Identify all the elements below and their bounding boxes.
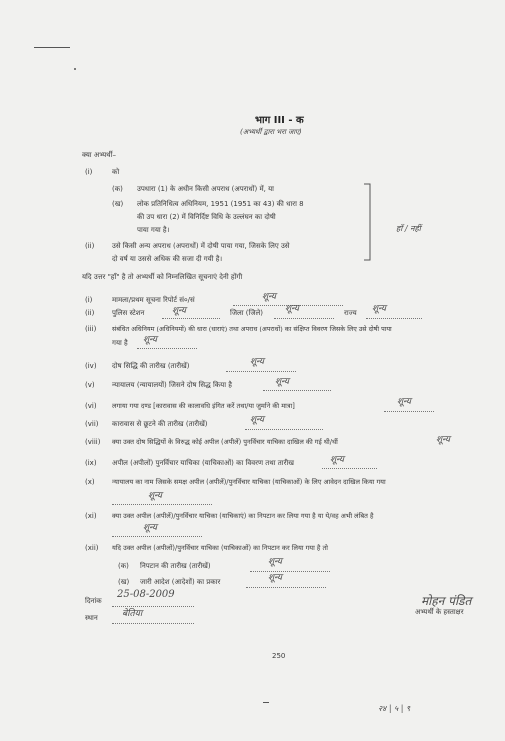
date-label: दिनांक: [85, 597, 102, 605]
item-2-value: शून्य: [172, 306, 186, 316]
item-8-text: क्या उक्त दोष सिद्धियों के विरुद्ध कोई अपील (अपीलें) पुनर्विचार याचिका दाखिल की गई थी/थीं: [112, 438, 338, 446]
item-3-text-2: गया है: [112, 339, 128, 347]
item-12-b-value: शून्य: [268, 573, 282, 583]
item-12-a-fill-line: [250, 563, 330, 572]
item-11-text: क्या उक्त अपील (अपीलें)/पुनर्विचार याचिका (याचिकाएं) का निपटान कर लिया गया है या ये/वह अभी लंबित है: [112, 512, 374, 520]
place-label: स्थान: [85, 614, 98, 622]
item-10-value: शून्य: [148, 491, 162, 501]
item-12-a-value: शून्य: [268, 557, 282, 567]
item-2-number: (ii): [85, 309, 95, 317]
item-3-text: संबंधित अधिनियम (अधिनियमों) की धारा (धाराएं) तथा अपराध (अपराधों) का संक्षिप्त विवरण जिसके लिए उसे दोषी पाया: [112, 325, 392, 333]
q1-a-label: (क): [112, 185, 123, 193]
q1-number: (i): [85, 168, 93, 176]
note-text: यदि उत्तर "हाँ" है तो अभ्यर्थी को निम्नलिखित सूचनाएं देनी होंगी: [82, 273, 243, 281]
place-value: बेतिया: [122, 609, 143, 619]
item-2-district-value: शून्य: [285, 304, 299, 314]
q2-line-1: उसे किसी अन्य अपराध (अपराधों) में दोषी पाया गया, जिसके लिए उसे: [112, 242, 290, 250]
page-title: भाग III - क: [255, 115, 304, 126]
scan-dot: [74, 68, 76, 70]
candidate-signature: मोहन पंडित: [421, 594, 472, 608]
signature-caption: अभ्यर्थी के हस्ताक्षर: [415, 608, 464, 616]
item-4-text: दोष सिद्धि की तारीख (तारीखें): [112, 362, 190, 370]
item-4-number: (iv): [85, 362, 97, 370]
item-5-number: (v): [85, 381, 95, 389]
item-2-state-label: राज्य: [344, 309, 357, 317]
item-7-number: (vii): [85, 420, 99, 428]
item-12-text: यदि उक्त अपील (अपीलों)/पुनर्विचार याचिका (याचिकाओं) का निपटान कर लिया गया है तो: [112, 544, 328, 552]
item-5-value: शून्य: [275, 377, 289, 387]
q1-a-text: उपधारा (1) के अधीन किसी अपराध (अपराधों) में, या: [137, 185, 274, 193]
item-3-number: (iii): [85, 325, 97, 333]
item-5-text: न्यायालय (न्यायालयों) जिसने दोष सिद्ध किया है: [112, 381, 232, 389]
item-3-value: शून्य: [143, 335, 157, 345]
item-2-text: पुलिस स्टेशन: [112, 309, 145, 317]
item-9-number: (ix): [85, 459, 97, 467]
q2-number: (ii): [85, 242, 95, 250]
item-9-text: अपील (अपीलों) पुनर्विचार याचिका (याचिकाओं) का विवरण तथा तारीख: [112, 459, 294, 467]
corner-annotation: २४ | ५ | ९: [378, 704, 411, 713]
q1-lead: को: [112, 168, 120, 176]
item-11-fill-line: [112, 528, 202, 537]
item-7-text: कारावास से छूटने की तारीख (तारीखें): [112, 420, 208, 428]
bracket-icon: [362, 182, 374, 262]
item-2-district-label: जिला (जिले): [230, 309, 264, 317]
q1-b-line-1: लोक प्रतिनिधित्व अधिनियम, 1951 (1951 का 43) की धारा 8: [137, 200, 304, 208]
item-11-value: शून्य: [143, 523, 157, 533]
item-7-value: शून्य: [250, 415, 264, 425]
item-4-value: शून्य: [250, 357, 264, 367]
item-12-number: (xii): [85, 544, 99, 552]
q1-b-line-2: की उप धारा (2) में विनिर्दिष्ट विधि के उल्लंघन का दोषी: [137, 213, 276, 221]
q2-line-2: दो वर्ष या उससे अधिक की सजा दी गयी है।: [112, 255, 223, 263]
item-10-number: (x): [85, 478, 95, 486]
intro-text: क्या अभ्यर्थी–: [82, 151, 116, 159]
item-12-a-text: निपटान की तारीख (तारीखें): [140, 562, 211, 570]
item-10-text: न्यायालय का नाम जिसके समक्ष अपील (अपीलें)/पुनर्विचार याचिका (याचिकाओं) के लिए आवेदन दाखिल किया गया: [112, 478, 386, 486]
item-11-number: (xi): [85, 512, 97, 520]
scan-mark: [34, 47, 70, 48]
item-2-state-value: शून्य: [372, 304, 386, 314]
item-1-value: शून्य: [262, 292, 276, 302]
item-9-value: शून्य: [330, 455, 344, 465]
item-8-value: शून्य: [436, 435, 450, 445]
item-2-fill-line: [162, 310, 220, 319]
item-12-b-text: जारी आदेश (आदेशों) का प्रकार: [140, 578, 221, 586]
item-12-b-label: (ख): [118, 578, 130, 586]
item-2-district-line: [274, 310, 334, 319]
item-12-b-fill-line: [246, 579, 326, 588]
item-6-value: शून्य: [397, 397, 411, 407]
item-6-number: (vi): [85, 402, 97, 410]
scan-mark-bottom: [263, 702, 269, 703]
item-10-fill-line: [112, 496, 212, 505]
item-5-fill-line: [263, 382, 331, 391]
item-1-text: मामला/प्रथम सूचना रिपोर्ट सं०/सं: [112, 296, 195, 304]
page-subtitle: (अभ्यर्थी द्वारा भरा जाए): [240, 128, 302, 136]
q1-b-label: (ख): [112, 200, 124, 208]
item-12-a-label: (क): [118, 562, 129, 570]
answer-handwritten: हाँ / नहीं: [396, 224, 421, 233]
page-number: 250: [272, 652, 286, 660]
q1-b-line-3: पाया गया है।: [137, 226, 170, 234]
date-value: 25-08-2009: [117, 589, 175, 600]
item-1-number: (i): [85, 296, 93, 304]
item-6-text: लगाया गया दण्ड [कारावास की कालावधि इंगित करें तथा/या जुर्माने की मात्रा]: [112, 402, 295, 410]
item-8-number: (viii): [85, 438, 101, 446]
